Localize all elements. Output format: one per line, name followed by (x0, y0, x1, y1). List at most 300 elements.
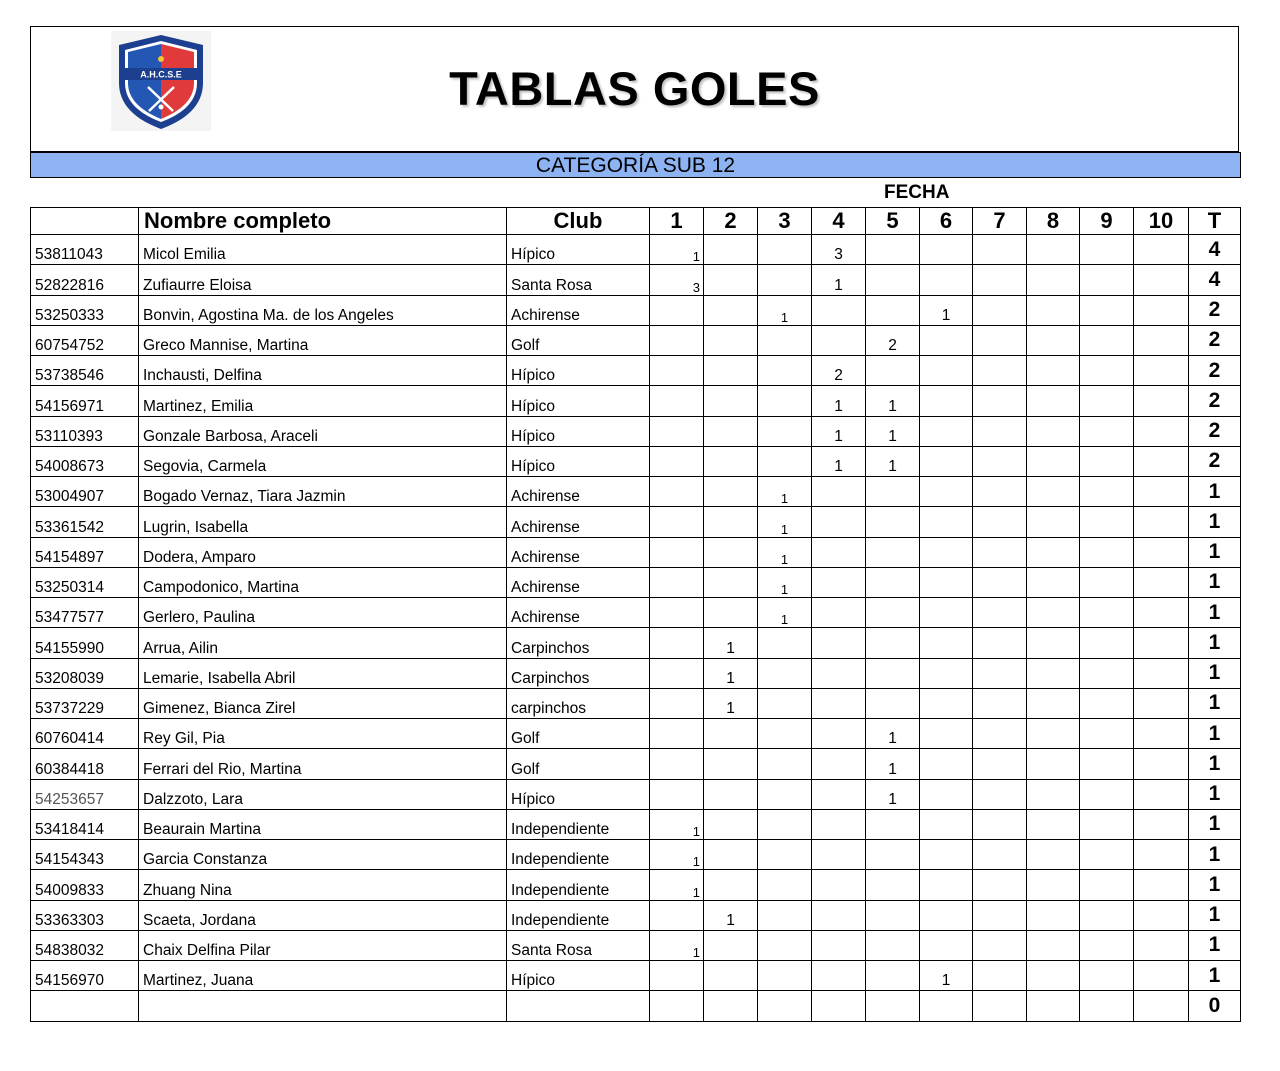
goals-date-10 (1134, 295, 1189, 325)
goals-date-6 (920, 628, 973, 658)
goals-date-1 (650, 991, 704, 1021)
goals-date-4: 1 (812, 386, 866, 416)
goals-date-9 (1080, 961, 1134, 991)
goals-date-4 (812, 840, 866, 870)
goals-date-3 (758, 900, 812, 930)
goals-date-9 (1080, 507, 1134, 537)
player-id: 60760414 (31, 719, 139, 749)
goals-date-1 (650, 900, 704, 930)
goals-date-2 (704, 265, 758, 295)
player-club: Golf (507, 325, 650, 355)
goals-date-3 (758, 235, 812, 265)
player-club: Hípico (507, 446, 650, 476)
table-row (31, 325, 1241, 355)
goals-total: 0 (1189, 991, 1241, 1021)
goals-date-8 (1027, 719, 1080, 749)
table-row (31, 961, 1241, 991)
player-id: 54009833 (31, 870, 139, 900)
goals-date-10 (1134, 688, 1189, 718)
category-banner: CATEGORÍA SUB 12 (30, 152, 1241, 178)
goals-date-7 (973, 386, 1027, 416)
player-name: Garcia Constanza (139, 840, 507, 870)
goals-date-10 (1134, 900, 1189, 930)
goals-date-2: 1 (704, 658, 758, 688)
goals-date-4: 1 (812, 416, 866, 446)
goals-date-8 (1027, 477, 1080, 507)
goals-date-5: 1 (866, 386, 920, 416)
goals-date-6: 1 (920, 961, 973, 991)
header-box (30, 26, 1239, 152)
goals-date-10 (1134, 537, 1189, 567)
player-club: Independiente (507, 900, 650, 930)
fecha-label: FECHA (884, 182, 950, 203)
player-id: 60384418 (31, 749, 139, 779)
goals-date-8 (1027, 446, 1080, 476)
goals-date-8 (1027, 961, 1080, 991)
player-name: Dalzzoto, Lara (139, 779, 507, 809)
goals-date-10 (1134, 235, 1189, 265)
goals-date-3: 1 (758, 477, 812, 507)
player-club: Hípico (507, 386, 650, 416)
goals-date-4 (812, 688, 866, 718)
goals-date-9 (1080, 628, 1134, 658)
player-id: 54154897 (31, 537, 139, 567)
table-row (31, 658, 1241, 688)
goals-date-4 (812, 658, 866, 688)
goals-date-5: 1 (866, 779, 920, 809)
table-row (31, 900, 1241, 930)
player-id: 53361542 (31, 507, 139, 537)
player-name: Lemarie, Isabella Abril (139, 658, 507, 688)
goals-date-2 (704, 325, 758, 355)
goals-date-9 (1080, 688, 1134, 718)
goals-date-8 (1027, 356, 1080, 386)
goals-date-6 (920, 870, 973, 900)
header-date-1: 1 (650, 208, 704, 235)
goals-date-1 (650, 628, 704, 658)
goals-date-9 (1080, 749, 1134, 779)
table-row (31, 930, 1241, 960)
player-name: Lugrin, Isabella (139, 507, 507, 537)
header-date-10: 10 (1134, 208, 1189, 235)
goals-date-6 (920, 688, 973, 718)
goals-date-10 (1134, 809, 1189, 839)
goals-total: 2 (1189, 416, 1241, 446)
goals-date-9 (1080, 930, 1134, 960)
goals-date-8 (1027, 658, 1080, 688)
goals-date-8 (1027, 688, 1080, 718)
goals-date-10 (1134, 507, 1189, 537)
player-name: Campodonico, Martina (139, 567, 507, 597)
player-club: Santa Rosa (507, 265, 650, 295)
goals-date-9 (1080, 386, 1134, 416)
goals-date-5 (866, 809, 920, 839)
player-club: Hípico (507, 235, 650, 265)
player-id: 53363303 (31, 900, 139, 930)
goals-date-9 (1080, 567, 1134, 597)
goals-date-1: 1 (650, 840, 704, 870)
goals-date-10 (1134, 567, 1189, 597)
goals-date-9 (1080, 809, 1134, 839)
goals-date-4: 1 (812, 265, 866, 295)
player-name (139, 991, 507, 1021)
goals-date-6 (920, 658, 973, 688)
goals-date-6 (920, 235, 973, 265)
goals-date-4: 3 (812, 235, 866, 265)
goals-date-5 (866, 477, 920, 507)
player-name: Beaurain Martina (139, 809, 507, 839)
goals-date-7 (973, 265, 1027, 295)
goals-date-8 (1027, 749, 1080, 779)
table-row (31, 991, 1241, 1021)
goals-date-9 (1080, 325, 1134, 355)
player-club: Independiente (507, 870, 650, 900)
goals-table (30, 207, 1241, 1022)
goals-date-9 (1080, 719, 1134, 749)
goals-date-6 (920, 446, 973, 476)
player-club: Carpinchos (507, 658, 650, 688)
goals-date-1 (650, 719, 704, 749)
goals-date-9 (1080, 840, 1134, 870)
goals-total: 2 (1189, 386, 1241, 416)
goals-date-5 (866, 840, 920, 870)
goals-date-5 (866, 658, 920, 688)
goals-date-7 (973, 507, 1027, 537)
goals-date-5: 1 (866, 416, 920, 446)
goals-date-2 (704, 507, 758, 537)
goals-date-5 (866, 265, 920, 295)
goals-date-4 (812, 507, 866, 537)
goals-date-5: 1 (866, 749, 920, 779)
goals-date-4 (812, 477, 866, 507)
goals-date-6 (920, 991, 973, 1021)
goals-date-10 (1134, 446, 1189, 476)
player-club: Hípico (507, 961, 650, 991)
goals-date-3: 1 (758, 295, 812, 325)
goals-date-6 (920, 386, 973, 416)
table-row (31, 235, 1241, 265)
goals-date-5 (866, 356, 920, 386)
logo-text: A.H.C.S.E (140, 69, 182, 80)
player-name: Scaeta, Jordana (139, 900, 507, 930)
player-name: Segovia, Carmela (139, 446, 507, 476)
goals-date-10 (1134, 870, 1189, 900)
goals-date-4 (812, 870, 866, 900)
goals-date-6 (920, 567, 973, 597)
player-id: 53208039 (31, 658, 139, 688)
goals-date-5 (866, 598, 920, 628)
goals-date-3 (758, 658, 812, 688)
goals-date-3 (758, 779, 812, 809)
goals-date-5 (866, 688, 920, 718)
goals-date-4 (812, 537, 866, 567)
player-id: 53250333 (31, 295, 139, 325)
goals-date-2 (704, 567, 758, 597)
goals-date-10 (1134, 598, 1189, 628)
goals-total: 1 (1189, 658, 1241, 688)
player-name: Greco Mannise, Martina (139, 325, 507, 355)
player-id: 54156970 (31, 961, 139, 991)
goals-date-8 (1027, 991, 1080, 1021)
goals-date-7 (973, 446, 1027, 476)
player-club: Achirense (507, 567, 650, 597)
table-row (31, 477, 1241, 507)
goals-date-4 (812, 628, 866, 658)
goals-date-5 (866, 870, 920, 900)
header-total: T (1189, 208, 1241, 235)
goals-date-6 (920, 507, 973, 537)
goals-date-4 (812, 719, 866, 749)
goals-date-3: 1 (758, 537, 812, 567)
goals-date-6 (920, 537, 973, 567)
goals-date-5 (866, 235, 920, 265)
goals-date-5: 1 (866, 719, 920, 749)
goals-date-3 (758, 840, 812, 870)
goals-date-7 (973, 991, 1027, 1021)
player-name: Inchausti, Delfina (139, 356, 507, 386)
goals-date-8 (1027, 235, 1080, 265)
goals-date-4: 1 (812, 446, 866, 476)
goals-date-3 (758, 870, 812, 900)
goals-date-10 (1134, 628, 1189, 658)
goals-date-2 (704, 991, 758, 1021)
goals-date-6 (920, 719, 973, 749)
goals-date-7 (973, 537, 1027, 567)
goals-date-2 (704, 749, 758, 779)
goals-date-6 (920, 930, 973, 960)
table-row (31, 628, 1241, 658)
goals-total: 2 (1189, 295, 1241, 325)
goals-date-2 (704, 598, 758, 628)
goals-date-3 (758, 809, 812, 839)
table-row (31, 386, 1241, 416)
goals-date-8 (1027, 779, 1080, 809)
goals-total: 2 (1189, 356, 1241, 386)
goals-date-7 (973, 900, 1027, 930)
player-club (507, 991, 650, 1021)
player-id: 53250314 (31, 567, 139, 597)
header-date-9: 9 (1080, 208, 1134, 235)
player-id: 53110393 (31, 416, 139, 446)
goals-date-10 (1134, 265, 1189, 295)
goals-date-10 (1134, 386, 1189, 416)
goals-date-2 (704, 779, 758, 809)
goals-total: 1 (1189, 870, 1241, 900)
table-row (31, 446, 1241, 476)
header-date-3: 3 (758, 208, 812, 235)
player-club: carpinchos (507, 688, 650, 718)
goals-date-1 (650, 688, 704, 718)
player-club: Achirense (507, 295, 650, 325)
goals-date-1: 1 (650, 870, 704, 900)
goals-date-2 (704, 961, 758, 991)
goals-date-6: 1 (920, 295, 973, 325)
goals-date-10 (1134, 930, 1189, 960)
player-id: 53738546 (31, 356, 139, 386)
goals-date-4 (812, 749, 866, 779)
goals-date-8 (1027, 416, 1080, 446)
goals-date-8 (1027, 840, 1080, 870)
goals-date-4 (812, 930, 866, 960)
goals-date-8 (1027, 870, 1080, 900)
goals-date-10 (1134, 325, 1189, 355)
goals-date-6 (920, 749, 973, 779)
goals-date-10 (1134, 719, 1189, 749)
player-name: Dodera, Amparo (139, 537, 507, 567)
header-date-2: 2 (704, 208, 758, 235)
player-name: Martinez, Emilia (139, 386, 507, 416)
header-date-6: 6 (920, 208, 973, 235)
goals-date-3: 1 (758, 567, 812, 597)
goals-total: 1 (1189, 507, 1241, 537)
page-title: TABLAS GOLES (449, 62, 820, 115)
goals-date-6 (920, 809, 973, 839)
goals-date-5: 2 (866, 325, 920, 355)
goals-date-2 (704, 386, 758, 416)
goals-date-9 (1080, 537, 1134, 567)
goals-date-3 (758, 416, 812, 446)
goals-date-6 (920, 265, 973, 295)
goals-date-6 (920, 779, 973, 809)
table-row (31, 870, 1241, 900)
goals-date-2: 1 (704, 628, 758, 658)
player-name: Martinez, Juana (139, 961, 507, 991)
player-club: Independiente (507, 840, 650, 870)
goals-date-10 (1134, 779, 1189, 809)
goals-date-10 (1134, 416, 1189, 446)
goals-date-7 (973, 235, 1027, 265)
goals-date-2: 1 (704, 900, 758, 930)
goals-total: 1 (1189, 628, 1241, 658)
player-club: Golf (507, 749, 650, 779)
goals-date-2 (704, 356, 758, 386)
goals-total: 1 (1189, 598, 1241, 628)
goals-date-10 (1134, 749, 1189, 779)
goals-date-9 (1080, 900, 1134, 930)
goals-date-5: 1 (866, 446, 920, 476)
goals-date-5 (866, 900, 920, 930)
goals-date-9 (1080, 779, 1134, 809)
table-row (31, 598, 1241, 628)
goals-date-2 (704, 930, 758, 960)
goals-date-7 (973, 840, 1027, 870)
header-date-8: 8 (1027, 208, 1080, 235)
player-club: Achirense (507, 477, 650, 507)
goals-date-4: 2 (812, 356, 866, 386)
goals-date-4 (812, 567, 866, 597)
goals-total: 1 (1189, 537, 1241, 567)
goals-date-7 (973, 416, 1027, 446)
goals-date-7 (973, 477, 1027, 507)
player-name: Bogado Vernaz, Tiara Jazmin (139, 477, 507, 507)
player-id: 53811043 (31, 235, 139, 265)
goals-date-9 (1080, 416, 1134, 446)
player-id (31, 991, 139, 1021)
player-id: 53004907 (31, 477, 139, 507)
goals-date-3 (758, 930, 812, 960)
goals-total: 1 (1189, 900, 1241, 930)
player-id: 54156971 (31, 386, 139, 416)
player-name: Arrua, Ailin (139, 628, 507, 658)
player-name: Rey Gil, Pia (139, 719, 507, 749)
goals-date-9 (1080, 235, 1134, 265)
table-row (31, 719, 1241, 749)
goals-date-8 (1027, 325, 1080, 355)
goals-date-7 (973, 356, 1027, 386)
table-row (31, 779, 1241, 809)
goals-total: 1 (1189, 749, 1241, 779)
player-name: Zufiaurre Eloisa (139, 265, 507, 295)
player-name: Bonvin, Agostina Ma. de los Angeles (139, 295, 507, 325)
goals-date-7 (973, 688, 1027, 718)
goals-date-1: 1 (650, 235, 704, 265)
goals-total: 4 (1189, 265, 1241, 295)
player-name: Zhuang Nina (139, 870, 507, 900)
goals-date-1 (650, 477, 704, 507)
goals-date-7 (973, 930, 1027, 960)
goals-date-3 (758, 688, 812, 718)
goals-date-1 (650, 749, 704, 779)
goals-date-5 (866, 991, 920, 1021)
goals-date-9 (1080, 658, 1134, 688)
goals-date-2 (704, 809, 758, 839)
goals-total: 4 (1189, 235, 1241, 265)
goals-date-8 (1027, 628, 1080, 658)
goals-date-1 (650, 386, 704, 416)
goals-date-1: 3 (650, 265, 704, 295)
player-id: 54008673 (31, 446, 139, 476)
goals-date-1: 1 (650, 930, 704, 960)
goals-date-2 (704, 235, 758, 265)
goals-date-7 (973, 567, 1027, 597)
goals-date-6 (920, 900, 973, 930)
goals-date-9 (1080, 295, 1134, 325)
player-name: Ferrari del Rio, Martina (139, 749, 507, 779)
goals-date-1 (650, 779, 704, 809)
goals-date-10 (1134, 658, 1189, 688)
player-club: Hípico (507, 779, 650, 809)
goals-total: 1 (1189, 567, 1241, 597)
goals-total: 1 (1189, 719, 1241, 749)
goals-date-10 (1134, 961, 1189, 991)
goals-date-2 (704, 295, 758, 325)
goals-date-9 (1080, 598, 1134, 628)
goals-date-8 (1027, 809, 1080, 839)
goals-date-8 (1027, 507, 1080, 537)
goals-date-3 (758, 628, 812, 658)
goals-date-3 (758, 446, 812, 476)
player-club: Independiente (507, 809, 650, 839)
goals-date-2 (704, 446, 758, 476)
header-name: Nombre completo (139, 208, 507, 235)
goals-total: 1 (1189, 930, 1241, 960)
goals-date-8 (1027, 598, 1080, 628)
goals-date-5 (866, 507, 920, 537)
goals-date-9 (1080, 870, 1134, 900)
goals-date-4 (812, 325, 866, 355)
player-club: Hípico (507, 356, 650, 386)
player-club: Santa Rosa (507, 930, 650, 960)
goals-date-5 (866, 930, 920, 960)
goals-date-8 (1027, 900, 1080, 930)
goals-date-7 (973, 628, 1027, 658)
table-row (31, 356, 1241, 386)
goals-date-2 (704, 719, 758, 749)
table-row (31, 749, 1241, 779)
table-row (31, 688, 1241, 718)
goals-date-1 (650, 446, 704, 476)
player-id: 54154343 (31, 840, 139, 870)
